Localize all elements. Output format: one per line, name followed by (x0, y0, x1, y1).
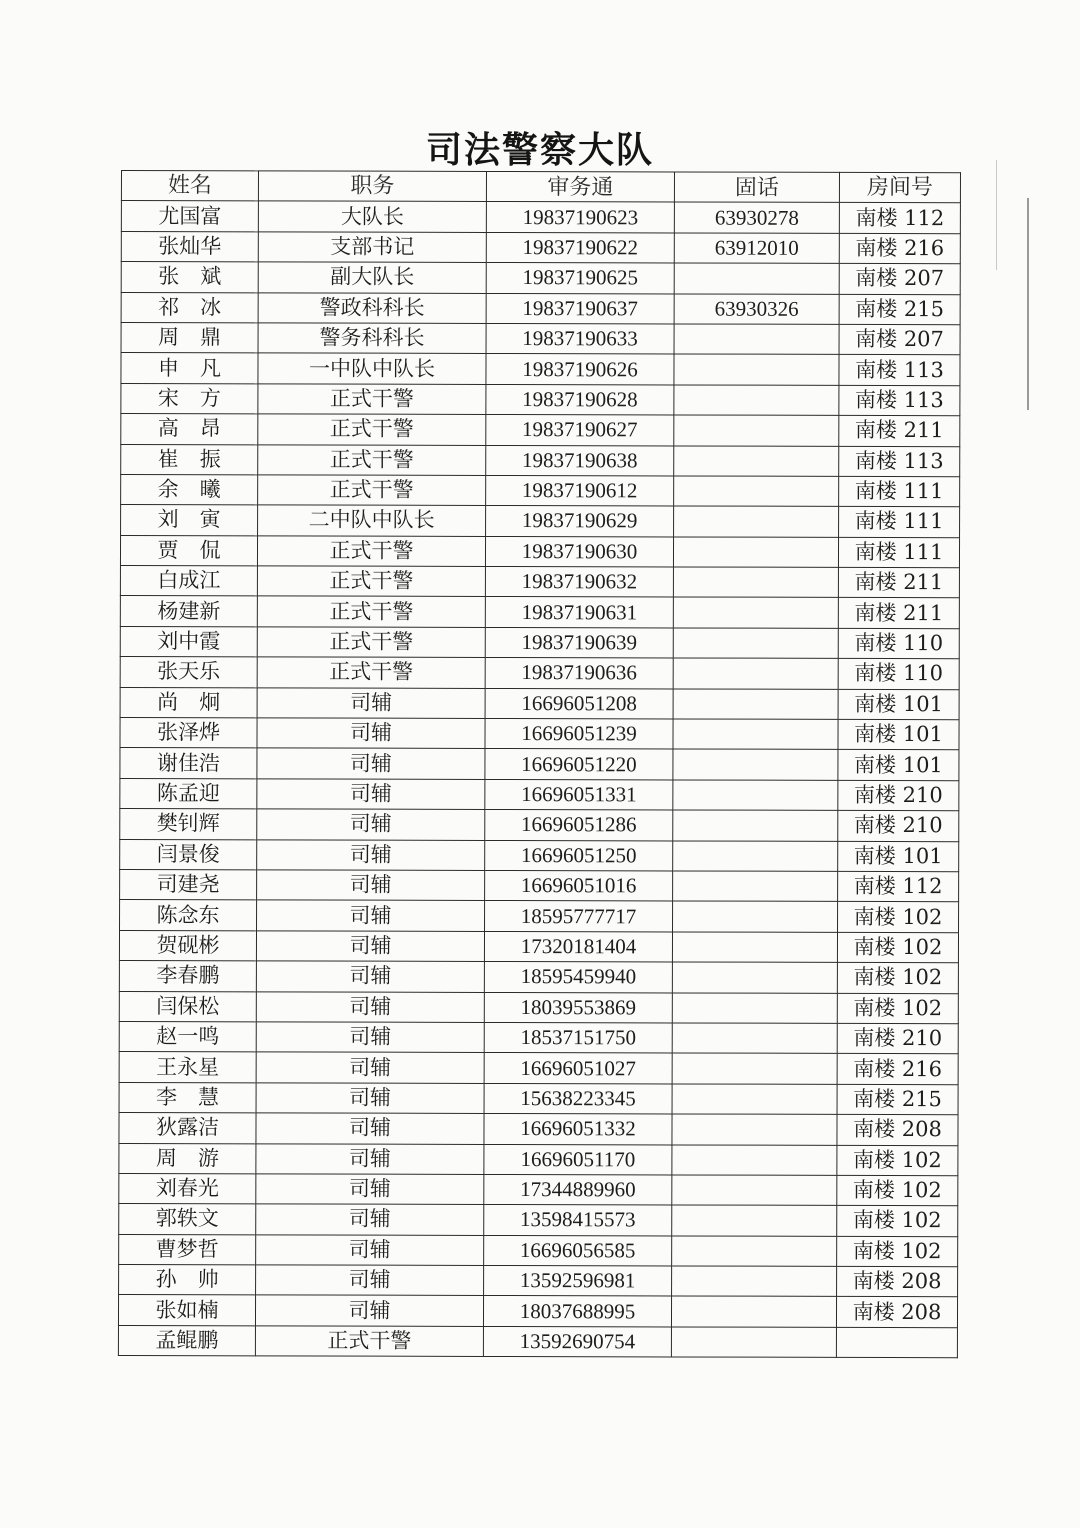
cell-mobile: 16696051170 (484, 1144, 672, 1175)
cell-landline (673, 780, 838, 811)
cell-post: 司辅 (257, 870, 485, 901)
cell-post: 司辅 (256, 991, 484, 1022)
cell-post: 司辅 (256, 1113, 484, 1144)
cell-room: 南楼 208 (837, 1266, 958, 1297)
cell-mobile: 19837190628 (486, 384, 674, 415)
cell-room: 南楼 111 (839, 476, 960, 507)
cell-post: 司辅 (257, 900, 485, 931)
cell-landline (674, 476, 839, 507)
cell-post: 司辅 (256, 961, 484, 992)
cell-name: 刘 寅 (121, 505, 258, 536)
cell-post: 司辅 (256, 1143, 484, 1174)
cell-landline (672, 1023, 837, 1054)
table-row (119, 1204, 958, 1237)
cell-post: 司辅 (256, 1235, 484, 1266)
cell-post: 司辅 (257, 748, 485, 779)
table-row (121, 262, 960, 295)
cell-landline (673, 871, 838, 902)
table-row (121, 444, 960, 477)
cell-room: 南楼 101 (838, 719, 959, 750)
table-row (121, 353, 960, 386)
cell-room: 南楼 102 (838, 902, 959, 933)
cell-landline (674, 506, 839, 537)
cell-landline (673, 810, 838, 841)
cell-room: 南楼 102 (837, 1175, 958, 1206)
cell-name: 宋 方 (121, 383, 258, 414)
cell-name: 陈念东 (120, 900, 257, 931)
cell-landline (674, 385, 839, 416)
cell-landline (674, 445, 839, 476)
cell-post: 正式干警 (257, 627, 485, 658)
cell-landline (674, 415, 839, 446)
table-row (121, 383, 960, 416)
table-row (119, 991, 958, 1024)
table-row (120, 626, 959, 659)
cell-name: 余 曦 (121, 474, 258, 505)
cell-name: 孙 帅 (119, 1265, 256, 1296)
table-row (120, 687, 959, 720)
cell-post: 正式干警 (258, 384, 486, 415)
cell-name: 王永星 (119, 1052, 256, 1083)
cell-landline (673, 719, 838, 750)
header-post: 职务 (258, 171, 486, 202)
cell-landline (673, 689, 838, 720)
table-row (119, 1052, 958, 1085)
cell-post: 正式干警 (258, 475, 486, 506)
cell-mobile: 19837190630 (485, 536, 673, 567)
cell-post: 司辅 (257, 809, 485, 840)
cell-post: 支部书记 (258, 232, 486, 263)
cell-landline (672, 1053, 837, 1084)
cell-mobile: 16696051239 (485, 718, 673, 749)
cell-name: 闫保松 (119, 991, 256, 1022)
cell-mobile: 19837190627 (486, 415, 674, 446)
cell-mobile: 16696051208 (485, 688, 673, 719)
cell-landline (673, 628, 838, 659)
cell-name: 赵一鸣 (119, 1021, 256, 1052)
cell-room: 南楼 210 (838, 780, 959, 811)
cell-mobile: 19837190631 (485, 597, 673, 628)
scan-edge-mark (1027, 198, 1029, 410)
table-row (120, 718, 959, 751)
cell-post: 正式干警 (257, 536, 485, 567)
cell-post: 一中队中队长 (258, 353, 486, 384)
cell-name: 贾 侃 (120, 535, 257, 566)
table-row (121, 474, 960, 507)
cell-name: 尚 炯 (120, 687, 257, 718)
cell-room: 南楼 210 (838, 811, 959, 842)
cell-name: 祁 冰 (121, 292, 258, 323)
cell-mobile: 16696051286 (485, 810, 673, 841)
cell-mobile: 18595459940 (484, 962, 672, 993)
cell-mobile: 18595777717 (485, 901, 673, 932)
cell-room: 南楼 211 (838, 567, 959, 598)
cell-landline (672, 1266, 837, 1297)
cell-post: 司辅 (257, 718, 485, 749)
cell-post: 正式干警 (258, 444, 486, 475)
cell-landline (672, 1236, 837, 1267)
cell-post: 司辅 (256, 1083, 484, 1114)
cell-landline (671, 1296, 836, 1327)
cell-mobile: 16696051332 (484, 1114, 672, 1145)
table-row (120, 778, 959, 811)
cell-name: 司建尧 (120, 869, 257, 900)
cell-room: 南楼 208 (837, 1114, 958, 1145)
table-row (121, 292, 960, 325)
cell-post: 大队长 (258, 201, 486, 232)
cell-name: 郭轶文 (119, 1204, 256, 1235)
cell-landline (674, 263, 839, 294)
table-row (121, 505, 960, 538)
table-row (119, 1082, 958, 1115)
cell-room: 南楼 102 (837, 1206, 958, 1237)
cell-mobile: 18537151750 (484, 1022, 672, 1053)
cell-mobile: 18039553869 (484, 992, 672, 1023)
cell-name: 贺砚彬 (119, 930, 256, 961)
cell-mobile: 16696051016 (485, 870, 673, 901)
cell-name: 孟鲲鹏 (118, 1325, 255, 1356)
cell-room: 南楼 101 (838, 841, 959, 872)
cell-room: 南楼 112 (838, 871, 959, 902)
header-row (121, 171, 960, 204)
header-mobile: 审务通 (486, 171, 674, 202)
cell-mobile: 16696051331 (485, 779, 673, 810)
cell-room: 南楼 208 (836, 1297, 957, 1328)
cell-name: 张泽烨 (120, 718, 257, 749)
table-row (121, 414, 960, 447)
cell-mobile: 19837190629 (486, 506, 674, 537)
cell-post: 司辅 (256, 1174, 484, 1205)
cell-post: 警务科科长 (258, 323, 486, 354)
cell-landline (672, 992, 837, 1023)
cell-room: 南楼 216 (837, 1054, 958, 1085)
cell-room: 南楼 111 (839, 507, 960, 538)
cell-name: 尤国富 (121, 201, 258, 232)
cell-room: 南楼 102 (837, 993, 958, 1024)
cell-landline (671, 1327, 836, 1358)
cell-mobile: 16696051220 (485, 749, 673, 780)
table-row (120, 535, 959, 568)
cell-mobile: 19837190638 (486, 445, 674, 476)
cell-post: 司辅 (256, 1265, 484, 1296)
cell-name: 周 游 (119, 1143, 256, 1174)
cell-mobile: 19837190623 (486, 202, 674, 233)
roster-table (118, 170, 961, 1358)
cell-room: 南楼 113 (839, 446, 960, 477)
cell-landline (673, 658, 838, 689)
cell-room: 南楼 211 (838, 598, 959, 629)
table-row (120, 839, 959, 872)
cell-name: 闫景俊 (120, 839, 257, 870)
cell-name: 狄露洁 (119, 1113, 256, 1144)
table-row (119, 961, 958, 994)
cell-name: 李春鹏 (119, 961, 256, 992)
cell-landline (672, 1175, 837, 1206)
cell-room: 南楼 215 (837, 1084, 958, 1115)
cell-landline (673, 537, 838, 568)
cell-room: 南楼 211 (839, 416, 960, 447)
cell-post: 正式干警 (257, 566, 485, 597)
cell-room: 南楼 102 (837, 963, 958, 994)
cell-name: 刘春光 (119, 1173, 256, 1204)
cell-room: 南楼 111 (838, 537, 959, 568)
table-row (121, 322, 960, 355)
table-row (120, 809, 959, 842)
cell-landline (673, 567, 838, 598)
cell-mobile: 13592596981 (484, 1266, 672, 1297)
cell-landline: 63912010 (674, 233, 839, 264)
cell-room: 南楼 215 (839, 294, 960, 325)
cell-mobile: 17344889960 (484, 1174, 672, 1205)
cell-post: 正式干警 (255, 1326, 483, 1357)
cell-landline (673, 901, 838, 932)
table-row (120, 657, 959, 690)
cell-room: 南楼 101 (838, 689, 959, 720)
page-title: 司法警察大队 (425, 129, 654, 171)
table-row (119, 1265, 958, 1298)
cell-mobile: 19837190632 (485, 567, 673, 598)
cell-mobile: 19837190612 (486, 475, 674, 506)
table-row (119, 1021, 958, 1054)
cell-name: 杨建新 (120, 596, 257, 627)
cell-room: 南楼 112 (839, 203, 960, 234)
cell-post: 司辅 (257, 839, 485, 870)
cell-mobile: 19837190639 (485, 627, 673, 658)
cell-name: 高 昂 (121, 414, 258, 445)
cell-landline (672, 1205, 837, 1236)
cell-post: 警政科科长 (258, 292, 486, 323)
table-row (120, 566, 959, 599)
cell-post: 正式干警 (258, 414, 486, 445)
cell-landline (674, 324, 839, 355)
cell-landline (672, 1144, 837, 1175)
cell-name: 周 鼎 (121, 322, 258, 353)
table-row (119, 930, 958, 963)
cell-post: 司辅 (255, 1295, 483, 1326)
cell-room: 南楼 102 (837, 1145, 958, 1176)
cell-room: 南楼 113 (839, 355, 960, 386)
cell-post: 司辅 (257, 779, 485, 810)
cell-room: 南楼 102 (837, 932, 958, 963)
cell-landline: 63930326 (674, 294, 839, 325)
cell-mobile: 17320181404 (484, 931, 672, 962)
table-row (118, 1295, 957, 1328)
cell-landline (673, 841, 838, 872)
cell-mobile: 13598415573 (484, 1205, 672, 1236)
cell-room: 南楼 101 (838, 750, 959, 781)
cell-landline (672, 962, 837, 993)
cell-name: 樊钊辉 (120, 809, 257, 840)
table-row (119, 1143, 958, 1176)
cell-mobile: 19837190622 (486, 232, 674, 263)
cell-room (836, 1327, 957, 1358)
table-row (120, 869, 959, 902)
cell-room: 南楼 207 (839, 324, 960, 355)
cell-name: 谢佳浩 (120, 748, 257, 779)
cell-mobile: 19837190636 (485, 658, 673, 689)
cell-name: 李 慧 (119, 1082, 256, 1113)
cell-name: 崔 振 (121, 444, 258, 475)
cell-name: 白成江 (120, 566, 257, 597)
cell-name: 曹梦哲 (119, 1234, 256, 1265)
cell-name: 张灿华 (121, 231, 258, 262)
cell-room: 南楼 102 (837, 1236, 958, 1267)
cell-post: 正式干警 (257, 657, 485, 688)
header-landline: 固话 (674, 172, 839, 203)
cell-room: 南楼 110 (838, 659, 959, 690)
cell-landline (674, 354, 839, 385)
cell-mobile: 16696051027 (484, 1053, 672, 1084)
cell-mobile: 19837190626 (486, 354, 674, 385)
cell-mobile: 16696051250 (485, 840, 673, 871)
header-room: 房间号 (839, 172, 960, 203)
cell-landline (672, 1114, 837, 1145)
cell-post: 二中队中队长 (258, 505, 486, 536)
cell-mobile: 16696056585 (484, 1235, 672, 1266)
roster-body (118, 201, 960, 1358)
cell-name: 陈孟迎 (120, 778, 257, 809)
cell-landline (673, 749, 838, 780)
cell-post: 副大队长 (258, 262, 486, 293)
cell-landline: 63930278 (674, 202, 839, 233)
cell-name: 张如楠 (118, 1295, 255, 1326)
cell-name: 张天乐 (120, 657, 257, 688)
table-row (118, 1325, 957, 1358)
cell-room: 南楼 210 (837, 1023, 958, 1054)
header-name: 姓名 (121, 171, 258, 202)
cell-room: 南楼 207 (839, 264, 960, 295)
scan-edge-mark (996, 160, 997, 270)
table-row (121, 231, 960, 264)
cell-mobile: 19837190625 (486, 263, 674, 294)
cell-post: 司辅 (256, 931, 484, 962)
table-row (119, 1113, 958, 1146)
table-row (120, 900, 959, 933)
cell-post: 司辅 (256, 1022, 484, 1053)
cell-room: 南楼 216 (839, 233, 960, 264)
cell-mobile: 15638223345 (484, 1083, 672, 1114)
cell-mobile: 19837190633 (486, 323, 674, 354)
table-row (119, 1173, 958, 1206)
cell-post: 司辅 (256, 1204, 484, 1235)
cell-name: 刘中霞 (120, 626, 257, 657)
cell-room: 南楼 113 (839, 385, 960, 416)
table-row (119, 1234, 958, 1267)
cell-landline (673, 597, 838, 628)
cell-post: 司辅 (257, 687, 485, 718)
cell-room: 南楼 110 (838, 628, 959, 659)
cell-name: 申 凡 (121, 353, 258, 384)
table-row (120, 596, 959, 629)
cell-mobile: 18037688995 (483, 1296, 671, 1327)
cell-name: 张 斌 (121, 262, 258, 293)
cell-mobile: 13592690754 (483, 1326, 671, 1357)
cell-landline (672, 1084, 837, 1115)
cell-post: 正式干警 (257, 596, 485, 627)
cell-landline (672, 932, 837, 963)
table-row (120, 748, 959, 781)
cell-post: 司辅 (256, 1052, 484, 1083)
cell-mobile: 19837190637 (486, 293, 674, 324)
table-row (121, 201, 960, 234)
